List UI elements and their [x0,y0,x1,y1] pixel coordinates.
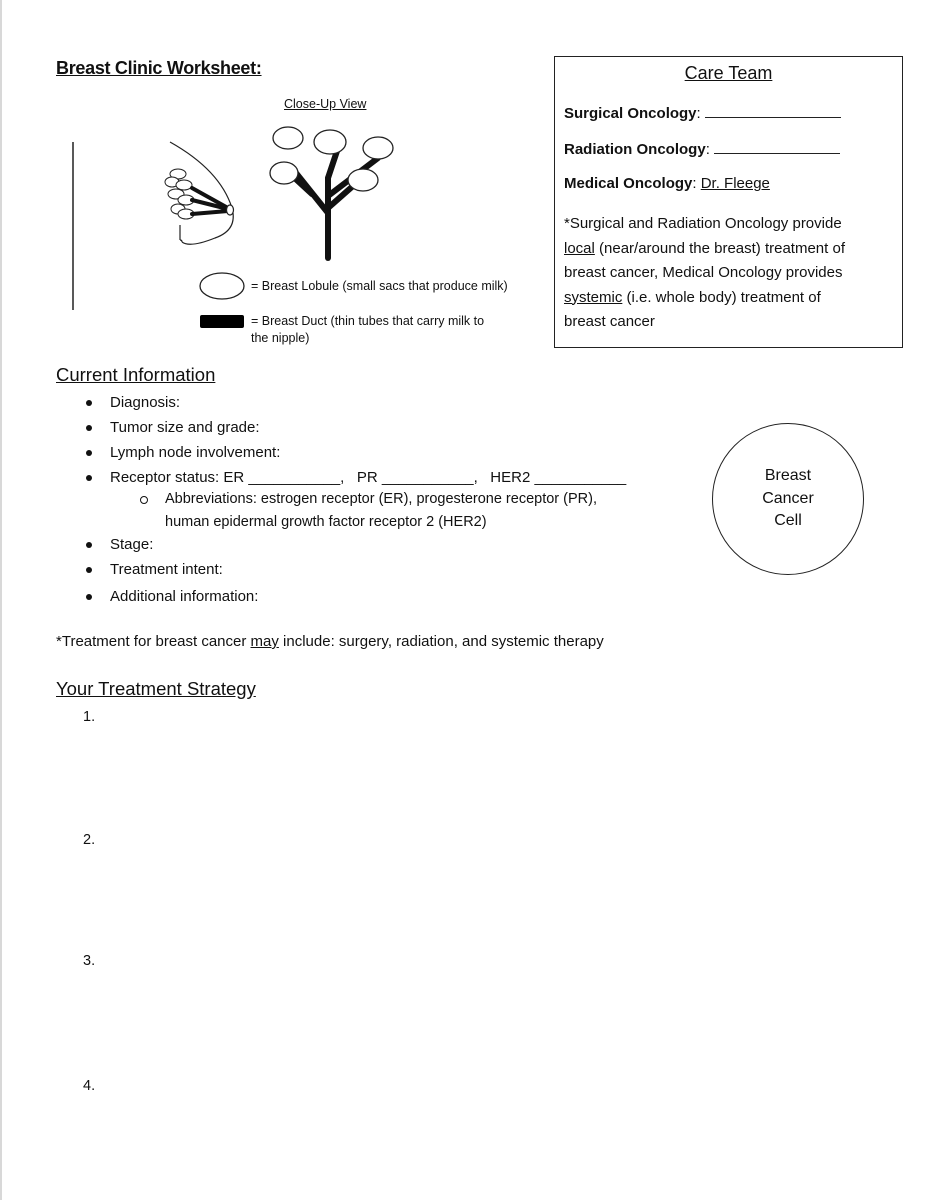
local-word: local [564,239,595,257]
strategy-number-2: 2. [83,832,96,848]
treatment-note: *Treatment for breast cancer may include: surgery, radiation, and systemic therapy [56,633,604,650]
small-lobules [165,169,194,219]
current-information-heading: Current Information [56,364,216,385]
abbreviations-line-1: Abbreviations: estrogen receptor (ER), progesterone receptor (PR), [165,491,597,507]
stage-item: Stage: [110,536,154,553]
worksheet-title: Breast Clinic Worksheet: [56,58,262,78]
radiation-oncology-label: Radiation Oncology [564,141,706,158]
lobule-legend-icon [198,270,248,302]
medical-oncology-value[interactable]: Dr. Fleege [700,175,770,192]
breast-cancer-cell-circle: Breast Cancer Cell [712,423,864,575]
medical-oncology-label: Medical Oncology [564,175,693,192]
tumor-size-item: Tumor size and grade: [110,419,260,436]
her2-blank[interactable]: ___________ [534,469,627,486]
strategy-number-4: 4. [83,1078,96,1094]
abbreviations-line-2: human epidermal growth factor receptor 2 (HER2) [165,514,487,530]
nipple [227,205,234,215]
small-ducts [192,188,228,214]
diagnosis-item: Diagnosis: [110,394,181,411]
care-team-box [554,56,903,348]
strategy-number-1: 1. [83,709,96,725]
duct-legend-text-2: the nipple) [251,331,310,345]
medical-oncology-row: Medical Oncology: Dr. Fleege [564,175,841,192]
treatment-strategy-heading: Your Treatment Strategy [56,678,256,699]
receptor-status-item: Receptor status: ER ___________, PR ___________, HER2 ___________ [110,469,627,486]
lobule-legend-text: = Breast Lobule (small sacs that produce milk) [251,279,508,293]
radiation-oncology-field[interactable] [714,140,840,154]
care-team-title: Care Team [684,63,773,83]
radiation-oncology-row: Radiation Oncology: [564,140,840,158]
systemic-word: systemic [564,288,623,306]
may-word: may [250,633,279,650]
additional-information-item: Additional information: [110,588,259,605]
pr-blank[interactable]: ___________ [381,469,474,486]
surgical-oncology-label: Surgical Oncology [564,105,697,122]
surgical-oncology-field[interactable] [705,104,841,118]
closeup-tree [262,118,402,263]
care-team-note: *Surgical and Radiation Oncology provide local (near/around the breast) treatment of breast cancer, Medical Oncology provides systemic (i.e. whole body) treatment of breast cancer [564,215,845,330]
page-edge [0,0,2,1200]
surgical-oncology-row: Surgical Oncology: [564,104,841,122]
lymph-node-item: Lymph node involvement: [110,444,281,461]
er-blank[interactable]: ___________ [248,469,341,486]
duct-legend-text-1: = Breast Duct (thin tubes that carry milk to [251,314,485,328]
duct-legend-icon [200,315,244,328]
treatment-intent-item: Treatment intent: [110,561,223,578]
closeup-label: Close-Up View [284,97,367,111]
strategy-number-3: 3. [83,953,96,969]
